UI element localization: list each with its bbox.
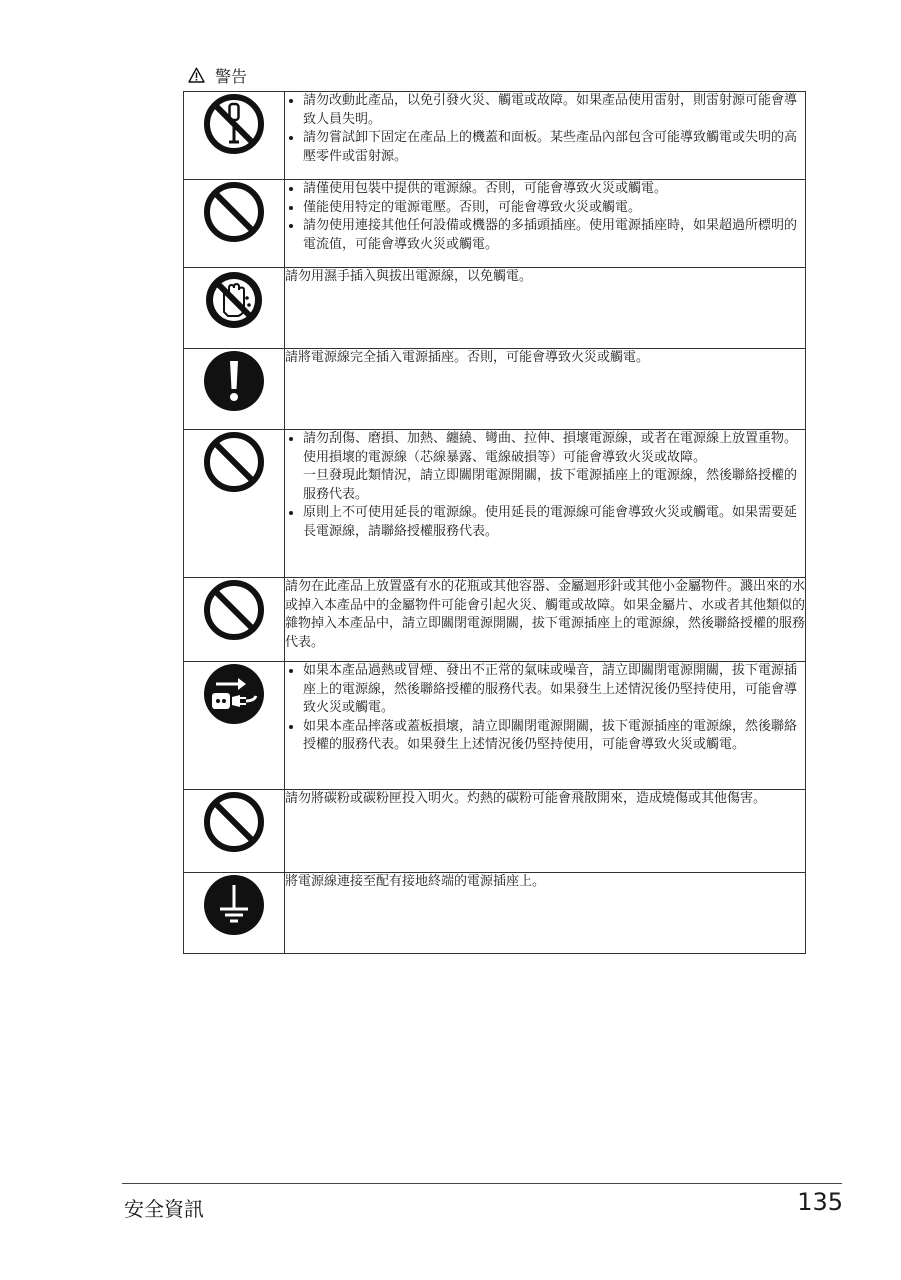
warning-text: 請勿將碳粉或碳粉匣投入明火。灼熱的碳粉可能會飛散開來，造成燒傷或其他傷害。 bbox=[285, 791, 767, 806]
warning-text-cell bbox=[285, 790, 806, 873]
warning-bullet-text: 如果本產品摔落或蓋板損壞，請立即關閉電源開關，拔下電源插座的電源線，然後聯絡授權的服務代表。如果發生上述情況後仍堅持使用，可能會導致火災或觸電。 bbox=[303, 718, 798, 752]
warning-bullet-list bbox=[285, 92, 805, 166]
prohibition-icon bbox=[184, 578, 284, 642]
warning-row bbox=[184, 92, 806, 180]
warning-text-cell bbox=[285, 349, 806, 430]
warning-text: 請勿用濕手插入與拔出電源線，以免觸電。 bbox=[285, 269, 533, 284]
warning-row bbox=[184, 349, 806, 430]
warning-text-cell bbox=[285, 92, 806, 180]
warning-icon-cell bbox=[184, 430, 285, 578]
warning-row bbox=[184, 180, 806, 268]
warning-text-cell bbox=[285, 578, 806, 662]
no-disassembly-icon bbox=[184, 92, 284, 156]
warning-triangle-icon bbox=[188, 67, 205, 83]
warning-bullet-item bbox=[303, 504, 805, 541]
warning-row bbox=[184, 662, 806, 790]
warning-bullet-list bbox=[285, 430, 805, 541]
prohibition-icon bbox=[184, 180, 284, 244]
warning-heading-label: 警告 bbox=[215, 66, 248, 86]
unplug-power-icon bbox=[184, 662, 284, 726]
warning-text: 請勿在此產品上放置盛有水的花瓶或其他容器、金屬迴形針或其他小金屬物件。濺出來的水或掉入本產品中的金屬物件可能會引起火災、觸電或故障。如果金屬片、水或者其他類似的雜物掉入本產品中，請立即關閉電源開關，拔下電源插座上的電源線，然後聯絡授權的服務代表。 bbox=[285, 579, 806, 650]
warning-icon-cell bbox=[184, 662, 285, 790]
warning-bullet-item bbox=[303, 180, 805, 199]
warning-bullet-item bbox=[303, 129, 805, 166]
warning-text: 將電源線連接至配有接地終端的電源插座上。 bbox=[285, 874, 546, 889]
warning-row bbox=[184, 268, 806, 349]
warning-bullet-item bbox=[303, 430, 805, 504]
warning-icon-cell bbox=[184, 578, 285, 662]
warning-bullet-item bbox=[303, 217, 805, 254]
warning-bullet-item bbox=[303, 199, 805, 218]
warning-icon-cell bbox=[184, 268, 285, 349]
warning-text-cell bbox=[285, 430, 806, 578]
warning-row bbox=[184, 790, 806, 873]
prohibition-icon bbox=[184, 790, 284, 854]
warning-bullet-list bbox=[285, 662, 805, 755]
warning-table bbox=[183, 91, 806, 954]
warning-note: 一旦發現此類情況，請立即關閉電源開關，拔下電源插座上的電源線，然後聯絡授權的服務代表。 bbox=[303, 468, 798, 502]
warning-bullet-text: 如果本產品過熱或冒煙、發出不正常的氣味或噪音，請立即關閉電源開關，拔下電源插座上的電源線，然後聯絡授權的服務代表。如果發生上述情況後仍堅持使用，可能會導致火災或觸電。 bbox=[303, 663, 798, 715]
warning-bullet-text: 請僅使用包裝中提供的電源線。否則，可能會導致火災或觸電。 bbox=[303, 181, 668, 196]
prohibition-icon bbox=[184, 430, 284, 494]
warning-icon-cell bbox=[184, 349, 285, 430]
ground-connection-icon bbox=[184, 873, 284, 937]
warning-row bbox=[184, 578, 806, 662]
warning-heading bbox=[188, 64, 247, 86]
warning-row bbox=[184, 430, 806, 578]
warning-text-cell bbox=[285, 180, 806, 268]
footer-divider bbox=[122, 1183, 842, 1184]
warning-bullet-item bbox=[303, 662, 805, 718]
warning-text: 請將電源線完全插入電源插座。否則，可能會導致火災或觸電。 bbox=[285, 350, 650, 365]
warning-icon-cell bbox=[184, 873, 285, 954]
page-number: 135 bbox=[797, 1188, 843, 1216]
footer-section-title: 安全資訊 bbox=[124, 1197, 204, 1221]
warning-text-cell bbox=[285, 268, 806, 349]
warning-bullet-text: 請勿刮傷、磨損、加熱、纏繞、彎曲、拉伸、損壞電源線，或者在電源線上放置重物。使用損壞的電源線（芯線暴露、電線破損等）可能會導致火災或故障。 bbox=[303, 431, 798, 465]
warning-icon-cell bbox=[184, 92, 285, 180]
warning-bullet-item bbox=[303, 92, 805, 129]
warning-bullet-text: 僅能使用特定的電源電壓。否則，可能會導致火災或觸電。 bbox=[303, 199, 642, 215]
warning-bullet-text: 請勿使用連接其他任何設備或機器的多插頭插座。使用電源插座時，如果超過所標明的電流值，可能會導致火災或觸電。 bbox=[303, 218, 798, 252]
no-wet-hands-icon bbox=[184, 268, 284, 332]
warning-icon-cell bbox=[184, 180, 285, 268]
warning-bullet-item bbox=[303, 718, 805, 755]
mandatory-action-icon bbox=[184, 349, 284, 413]
warning-bullet-list bbox=[285, 180, 805, 254]
warning-bullet-text: 原則上不可使用延長的電源線。使用延長的電源線可能會導致火災或觸電。如果需要延長電源線，請聯絡授權服務代表。 bbox=[303, 505, 798, 539]
warning-bullet-text: 請勿嘗試卸下固定在產品上的機蓋和面板。某些產品內部包含可能導致觸電或失明的高壓零件或雷射源。 bbox=[303, 130, 798, 164]
warning-text-cell bbox=[285, 662, 806, 790]
warning-row bbox=[184, 873, 806, 954]
warning-text-cell bbox=[285, 873, 806, 954]
warning-bullet-text: 請勿改動此產品，以免引發火災、觸電或故障。如果產品使用雷射，則雷射源可能會導致人員失明。 bbox=[303, 93, 798, 127]
warning-icon-cell bbox=[184, 790, 285, 873]
